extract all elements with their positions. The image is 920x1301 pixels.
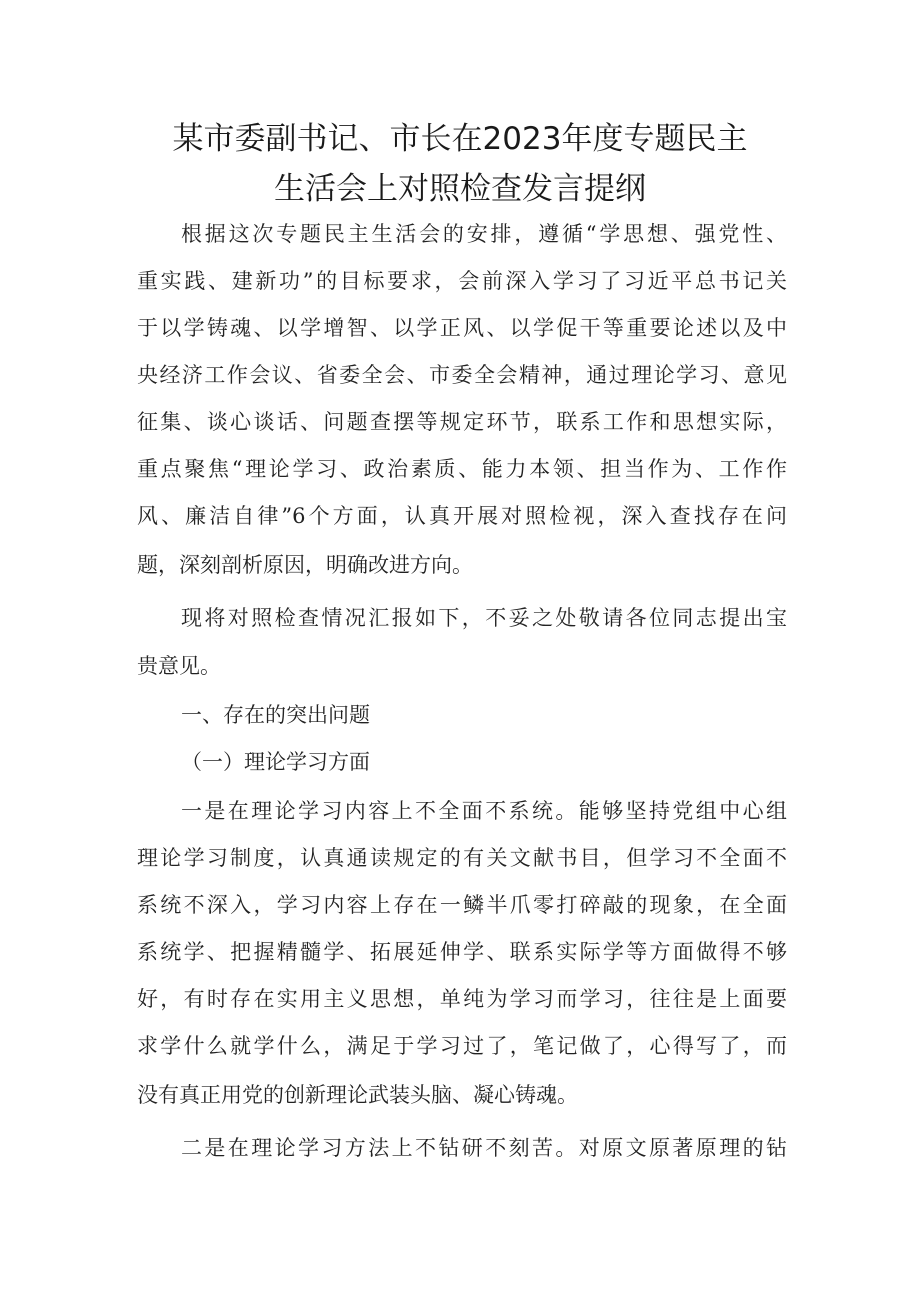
point-two-line: 二是在理论学习方法上不钻研不刻苦。对原文原著原理的钻 [181,1136,787,1160]
intro-line: 重实践、建新功”的目标要求，会前深入学习了习近平总书记关 [137,269,787,293]
intro-line: 题，深刻剖析原因，明确改进方向。 [137,553,473,577]
point-one-line: 求学什么就学什么，满足于学习过了，笔记做了，心得写了，而 [137,1034,787,1058]
report-line: 贵意见。 [137,654,221,678]
point-one-line: 没有真正用党的创新理论武装头脑、凝心铸魂。 [137,1083,578,1107]
intro-line: 于以学铸魂、以学增智、以学正风、以学促干等重要论述以及中 [137,316,787,340]
section-heading: 一、存在的突出问题 [181,703,370,727]
subsection-heading: （一）理论学习方面 [181,750,370,774]
report-line: 现将对照检查情况汇报如下，不妥之处敬请各位同志提出宝 [181,606,787,630]
point-one-line: 一是在理论学习内容上不全面不系统。能够坚持党组中心组 [181,799,787,823]
document-title-line-2: 生活会上对照检查发言提纲 [274,171,646,207]
point-one-line: 理论学习制度，认真通读规定的有关文献书目，但学习不全面不 [137,846,787,870]
point-one-line: 系统不深入，学习内容上存在一鳞半爪零打碎敲的现象，在全面 [137,893,787,917]
document-title-line-1: 某市委副书记、市长在2023年度专题民主 [172,121,748,157]
intro-line: 征集、谈心谈话、问题查摆等规定环节，联系工作和思想实际， [137,410,787,434]
intro-line: 央经济工作会议、省委全会、市委全会精神，通过理论学习、意见 [137,363,787,387]
intro-line: 根据这次专题民主生活会的安排，遵循“学思想、强党性、 [181,222,787,246]
point-one-line: 好，有时存在实用主义思想，单纯为学习而学习，往往是上面要 [137,987,787,1011]
intro-line: 重点聚焦“理论学习、政治素质、能力本领、担当作为、工作作 [137,457,787,481]
intro-line: 风、廉洁自律”6个方面，认真开展对照检视，深入查找存在问 [137,504,787,528]
point-one-line: 系统学、把握精髓学、拓展延伸学、联系实际学等方面做得不够 [137,940,787,964]
